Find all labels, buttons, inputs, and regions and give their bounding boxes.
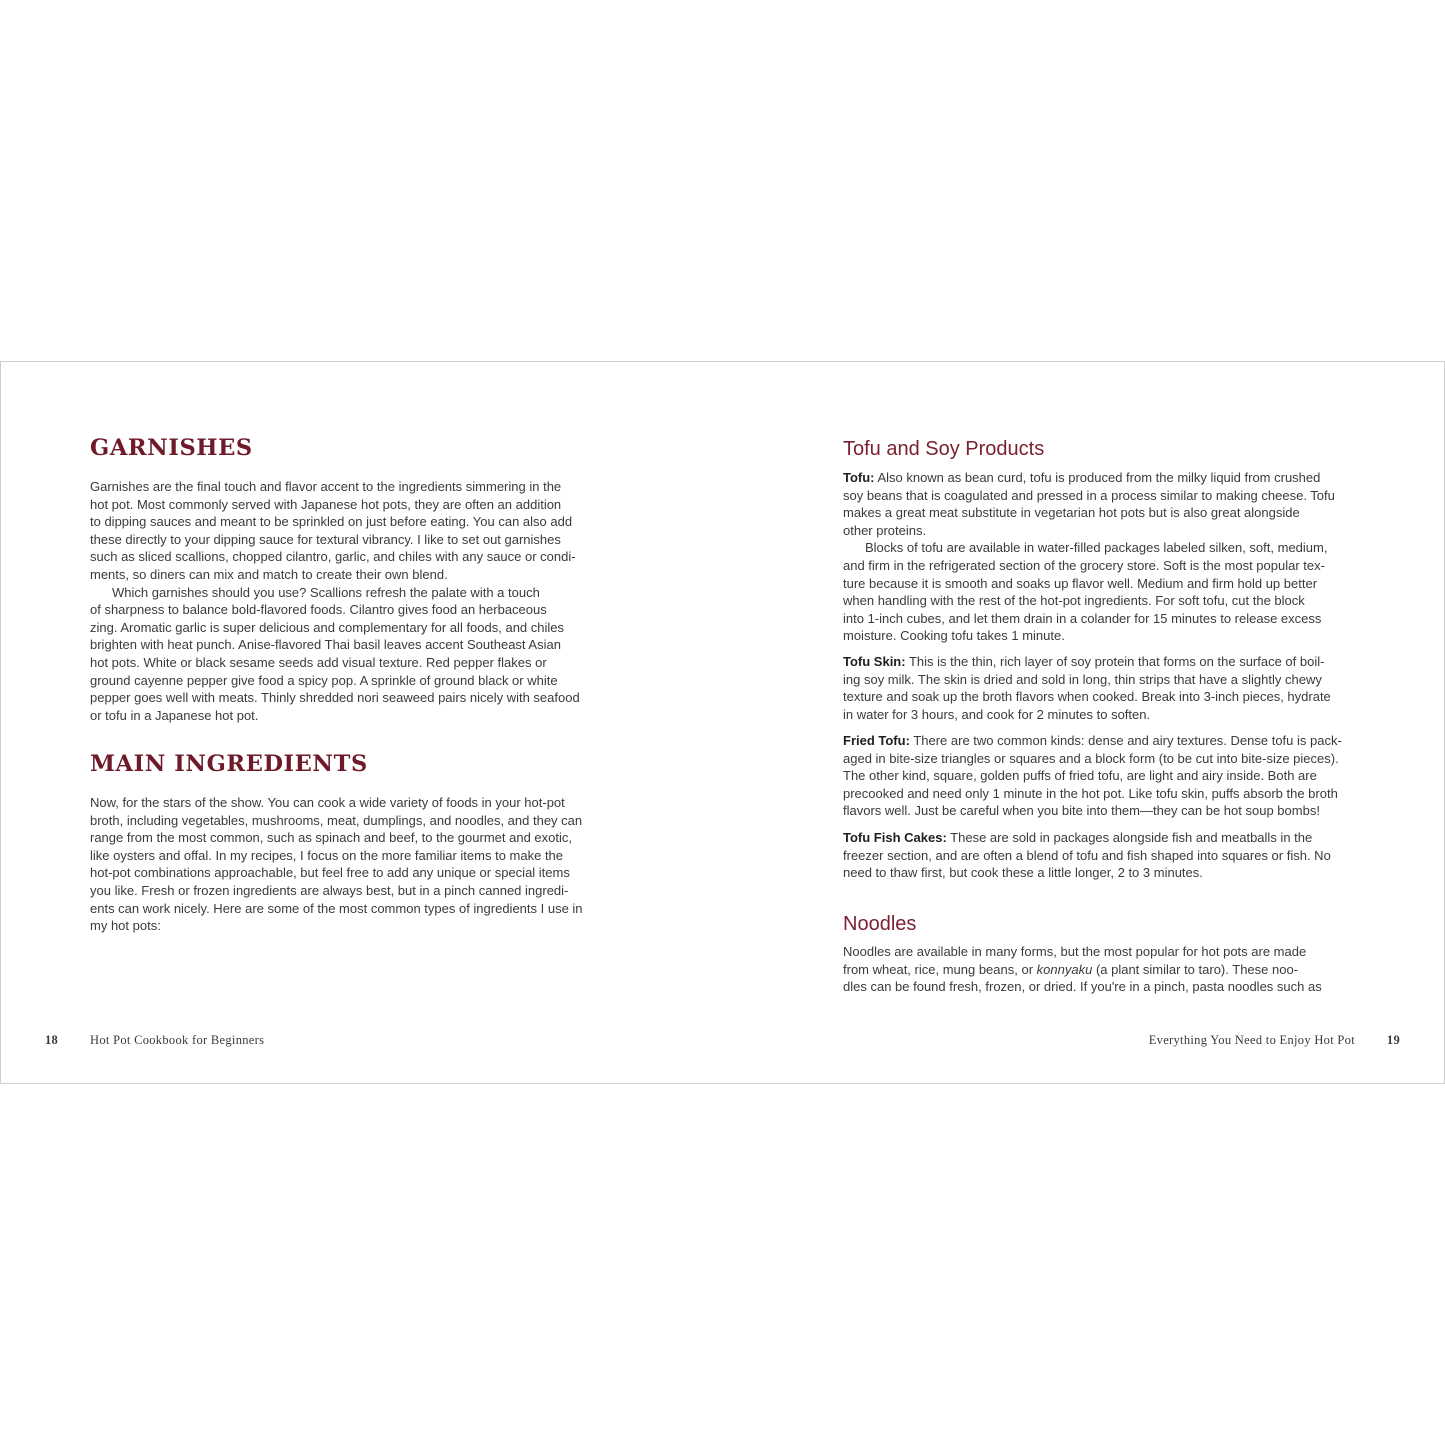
text-line: This is the thin, rich layer of soy protein that forms on the surface of boil- (908, 654, 1325, 669)
text-line: (a plant similar to taro). These noo- (1095, 961, 1299, 977)
text-line: Garnishes are the final touch and flavor accent to the ingredients simmering in the (90, 479, 562, 494)
text-line: soy beans that is coagulated and pressed in a process similar to making cheese. Tofu (843, 487, 1335, 503)
tofu-heading: Tofu and Soy Products (843, 438, 1045, 460)
text-line: such as sliced scallions, chopped cilantro, garlic, and chiles with any sauce or condi- (90, 549, 576, 565)
tofu-skin-entry (843, 653, 1355, 723)
text-line: moisture. Cooking tofu takes 1 minute. (843, 628, 1065, 644)
noodles-body (843, 943, 1355, 996)
right-running-title: Everything You Need to Enjoy Hot Pot (1148, 1033, 1355, 1047)
right-page-number: 19 (1386, 1033, 1400, 1047)
text-line: freezer section, and are often a blend of tofu and fish shaped into squares or fish. No (843, 847, 1331, 863)
text-line: of sharpness to balance bold-flavored foods. Cilantro gives food an herbaceous (90, 602, 547, 618)
text-line: to dipping sauces and meant to be sprinkled on just before eating. You can also add (90, 514, 573, 530)
text-line: brighten with heat punch. Anise-flavored Thai basil leaves accent Southeast Asian (90, 637, 561, 653)
text-line: need to thaw first, but cook these a little longer, 2 to 3 minutes. (843, 865, 1203, 881)
tofu-fish-cakes-entry (843, 829, 1355, 882)
text-line: broth, including vegetables, mushrooms, meat, dumplings, and noodles, and they can (90, 812, 583, 828)
text-line: hot-pot combinations approachable, but feel free to add any unique or special items (90, 865, 570, 881)
text-line: and firm in the refrigerated section of the grocery store. Soft is the most popular tex- (843, 557, 1325, 573)
text-line: in water for 3 hours, and cook for 2 minutes to soften. (843, 706, 1151, 722)
konnyaku-term: konnyaku (1036, 961, 1093, 977)
left-page-number: 18 (45, 1033, 59, 1047)
text-line: The other kind, square, golden puffs of fried tofu, are light and airy inside. Both are (843, 768, 1317, 784)
text-line: you like. Fresh or frozen ingredients are always best, but in a pinch canned ingredi- (90, 882, 569, 898)
tofu-fish-cakes-term: Tofu Fish Cakes: (843, 830, 947, 845)
text-line: other proteins. (843, 522, 927, 538)
text-line: my hot pots: (90, 918, 161, 934)
text-line: when handling with the rest of the hot-pot ingredients. For soft tofu, cut the block (843, 593, 1305, 609)
text-line: aged in bite-size triangles or squares and a block form (to be cut into bite-size pieces). (843, 750, 1339, 766)
text-line: into 1-inch cubes, and let them drain in a colander for 15 minutes to release excess (843, 610, 1322, 626)
text-line: ing soy milk. The skin is dried and sold in long, thin strips that have a slightly chewy (843, 671, 1322, 687)
text-line: flavors well. Just be careful when you bite into them—they can be hot soup bombs! (843, 803, 1320, 819)
text-line: These are sold in packages alongside fish and meatballs in the (950, 830, 1313, 845)
text-line: from wheat, rice, mung beans, or (843, 961, 1034, 977)
main-ingredients-body (90, 794, 602, 935)
text-line: makes a great meat substitute in vegetarian hot pots but is also great alongside (843, 505, 1300, 521)
text-line: Now, for the stars of the show. You can cook a wide variety of foods in your hot-pot (90, 795, 565, 810)
tofu-term: Tofu: (843, 470, 875, 485)
garnishes-heading: GARNISHES (90, 435, 253, 461)
text-line: texture and soak up the broth flavors when cooked. Break into 3-inch pieces, hydrate (843, 689, 1331, 705)
text-line: zing. Aromatic garlic is super delicious and complementary for all foods, and chiles (90, 619, 565, 635)
main-ingredients-heading: MAIN INGREDIENTS (90, 751, 368, 777)
text-line: hot pots. White or black sesame seeds add visual texture. Red pepper flakes or (90, 654, 547, 670)
text-line: Also known as bean curd, tofu is produced from the milky liquid from crushed (877, 470, 1321, 485)
text-line: like oysters and offal. In my recipes, I focus on the more familiar items to make the (90, 847, 564, 863)
book-spread (0, 361, 1445, 1084)
text-line: or tofu in a Japanese hot pot. (90, 707, 259, 723)
text-line: these directly to your dipping sauce for textural vibrancy. I like to set out garnishes (90, 531, 561, 547)
text-line: ture because it is smooth and soaks up flavor well. Medium and firm hold up better (843, 575, 1318, 591)
text-line: precooked and need only 1 minute in the hot pot. Like tofu skin, puffs absorb the broth (843, 785, 1338, 801)
text-line: ments, so diners can mix and match to create their own blend. (90, 566, 448, 582)
text-line: range from the most common, such as spinach and beef, to the gourmet and exotic, (90, 830, 572, 846)
noodles-heading: Noodles (843, 913, 917, 935)
tofu-skin-term: Tofu Skin: (843, 654, 906, 669)
text-line: ents can work nicely. Here are some of the most common types of ingredients I use in (90, 900, 583, 916)
text-line: Which garnishes should you use? Scallions refresh the palate with a touch (112, 584, 540, 600)
text-line: Noodles are available in many forms, but the most popular for hot pots are made (843, 944, 1307, 959)
fried-tofu-entry (843, 732, 1355, 820)
text-line: dles can be found fresh, frozen, or dried. If you're in a pinch, pasta noodles such as (843, 979, 1322, 995)
text-line: pepper goes well with meats. Thinly shredded nori seaweed pairs nicely with seafood (90, 690, 580, 706)
left-running-title: Hot Pot Cookbook for Beginners (90, 1033, 265, 1047)
garnishes-body (90, 478, 602, 724)
text-line: ground cayenne pepper give food a spicy pop. A sprinkle of ground black or white (90, 672, 558, 688)
text-line: Blocks of tofu are available in water-filled packages labeled silken, soft, medium, (865, 540, 1328, 556)
fried-tofu-term: Fried Tofu: (843, 733, 910, 748)
text-line: There are two common kinds: dense and airy textures. Dense tofu is pack- (913, 733, 1342, 748)
tofu-entry (843, 469, 1355, 645)
text-line: hot pot. Most commonly served with Japanese hot pots, they are often an addition (90, 496, 562, 512)
